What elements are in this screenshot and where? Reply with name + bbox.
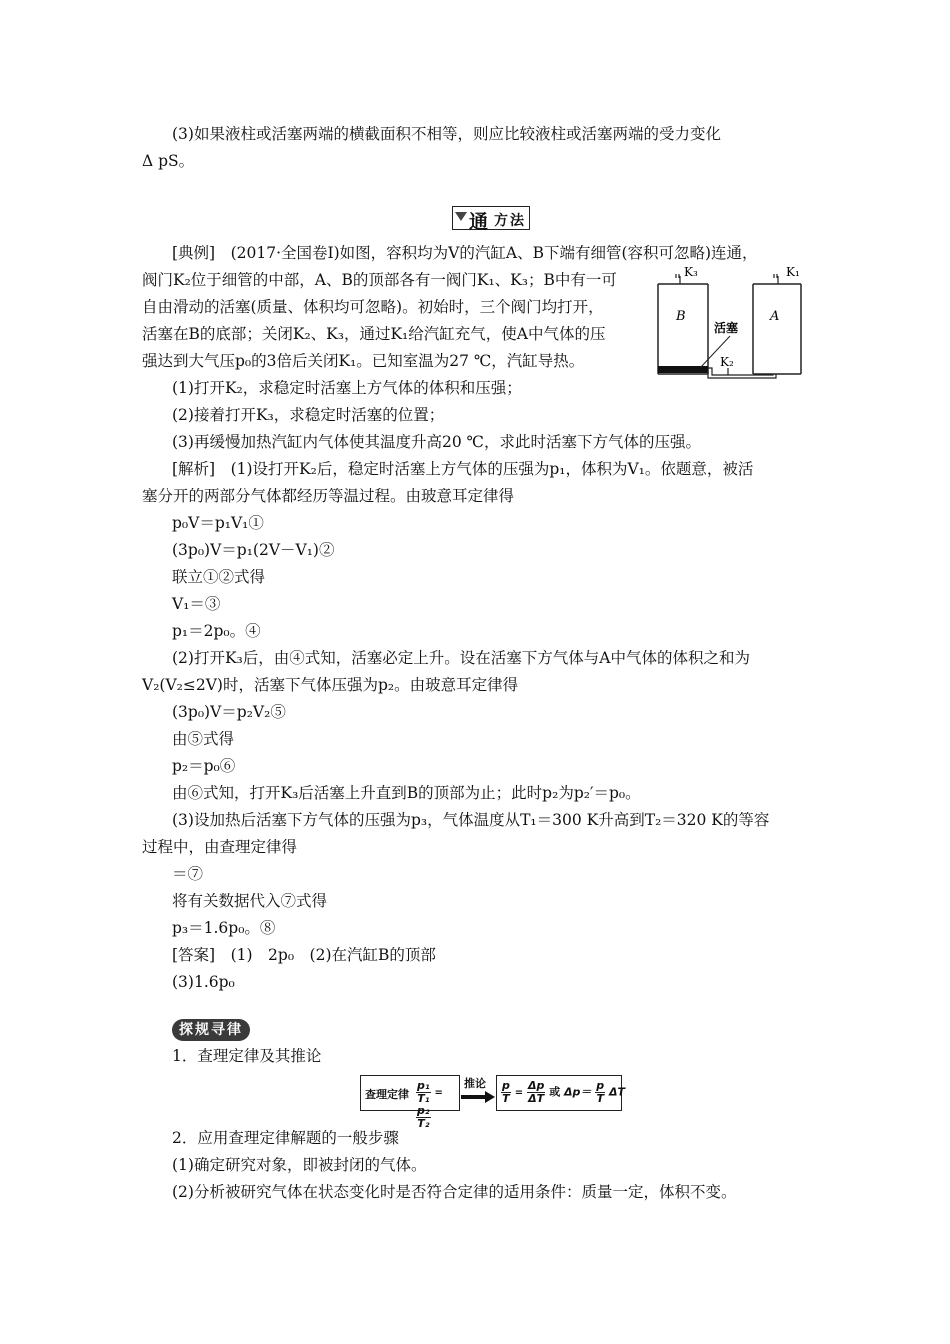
text-line: 塞分开的两部分气体都经历等温过程。由玻意耳定律得 xyxy=(142,487,515,505)
cylinder-b xyxy=(658,284,708,374)
k1-label: K₁ xyxy=(786,265,800,279)
text-line: 2．应用查理定律解题的一般步骤 xyxy=(172,1129,399,1147)
text-line: 过程中，由查理定律得 xyxy=(142,838,298,856)
text-line: 自由滑动的活塞(质量、体积均可忽略)。初始时，三个阀门均打开， xyxy=(142,298,604,316)
delta-p-eq: Δp＝ xyxy=(564,1085,592,1099)
text-line: 将有关数据代入⑦式得 xyxy=(172,892,328,910)
frac-den: T₂ xyxy=(417,1117,430,1130)
triangle-icon xyxy=(455,212,467,221)
formula-left-box xyxy=(360,1075,460,1130)
text-line: 由⑤式得 xyxy=(172,730,235,748)
text-line: (1)确定研究对象，即被封闭的气体。 xyxy=(172,1156,427,1174)
frac-den: T xyxy=(502,1092,510,1105)
frac-den: T₁ xyxy=(417,1092,430,1105)
text-line: [典例] (2017·全国卷Ⅰ)如图，容积均为V的汽缸A、B下端有细管(容积可忽略)连通， xyxy=(172,244,758,262)
delta-t-text: ΔT xyxy=(608,1085,626,1099)
frac-num: p₁ xyxy=(417,1079,430,1092)
text-line: [答案] (1) 2p₀ (2)在汽缸B的顶部 xyxy=(172,946,436,964)
text-line: ＝⑦ xyxy=(172,865,204,883)
frac-dp-dt xyxy=(527,1080,545,1105)
frac-p-t-2 xyxy=(595,1080,605,1105)
text-line: (3p₀)V＝p₂V₂⑤ xyxy=(172,703,286,721)
text-line: (3)1.6p₀ xyxy=(172,973,235,991)
text-line: (3)如果液柱或活塞两端的横截面积不相等，则应比较液柱或活塞两端的受力变化 xyxy=(172,125,721,143)
piston-label: 活塞 xyxy=(714,321,739,335)
text-line: V₂(V₂≤2V)时，活塞下气体压强为p₂。由玻意耳定律得 xyxy=(142,676,519,694)
text-line: 活塞在B的底部；关闭K₂、K₃，通过K₁给汽缸充气，使A中气体的压 xyxy=(142,325,606,343)
rule-tag: 探规寻律 xyxy=(172,1019,250,1041)
text-line: (2)分析被研究气体在状态变化时是否符合定律的适用条件：质量一定，体积不变。 xyxy=(172,1183,737,1201)
text-line: V₁＝③ xyxy=(172,595,221,613)
text-line: p₃＝1.6p₀。⑧ xyxy=(172,919,276,937)
frac-p1-t1 xyxy=(416,1080,431,1105)
text-line: (2)打开K₃后，由④式知，活塞必定上升。设在活塞下方气体与A中气体的体积之和为 xyxy=(172,649,750,667)
text-line: (1)打开K₂，求稳定时活塞上方气体的体积和压强； xyxy=(172,379,522,397)
valve-k3 xyxy=(676,274,680,284)
frac-p-t xyxy=(501,1080,511,1105)
text-line: 强达到大气压p₀的3倍后关闭K₁。已知室温为27 ℃，汽缸导热。 xyxy=(142,352,585,370)
text-line: (2)接着打开K₃，求稳定时活塞的位置； xyxy=(172,406,445,424)
text-line: (3)设加热后活塞下方气体的压强为p₃，气体温度从T₁＝300 K升高到T₂＝320 K的等容 xyxy=(172,811,770,829)
label-b: B xyxy=(676,309,686,324)
text-line: Δ pS。 xyxy=(142,152,195,170)
label-a: A xyxy=(770,309,780,324)
equals-sign: = xyxy=(514,1087,524,1099)
k2-label: K₂ xyxy=(720,355,734,369)
arrow-label: 推论 xyxy=(464,1077,486,1090)
frac-den: ΔT xyxy=(528,1092,545,1105)
connecting-tube xyxy=(708,368,776,378)
text-line: 1．查理定律及其推论 xyxy=(172,1047,322,1065)
charles-law-formula-box xyxy=(360,1075,626,1130)
cylinder-figure xyxy=(650,262,810,386)
cylinder-a xyxy=(753,284,801,374)
frac-num: Δp xyxy=(527,1079,545,1092)
k3-label: K₃ xyxy=(684,265,698,279)
text-line: 由⑥式知，打开K₃后活塞上升直到B的顶部为止；此时p₂为p₂′＝p₀。 xyxy=(172,784,641,802)
frac-p2-t2 xyxy=(416,1105,431,1130)
formula-corollary xyxy=(501,1080,625,1105)
frac-num: p xyxy=(596,1079,605,1092)
text-line: 阀门K₂位于细管的中部，A、B的顶部各有一阀门K₁、K₃；B中有一可 xyxy=(142,271,617,289)
frac-num: p xyxy=(502,1079,510,1092)
heading-sub-text: 方法 xyxy=(494,213,526,229)
heading-main-char: 通 xyxy=(469,211,489,233)
valve-k1 xyxy=(774,274,778,284)
text-line: 联立①②式得 xyxy=(172,568,266,586)
frac-den: T xyxy=(596,1092,604,1105)
text-line: p₀V＝p₁V₁① xyxy=(172,514,264,532)
frac-num: p₂ xyxy=(417,1104,430,1117)
text-line: [解析] (1)设打开K₂后，稳定时活塞上方气体的压强为p₁，体积为V₁。依题意，被活 xyxy=(172,460,754,478)
section-heading-badge xyxy=(452,206,530,232)
text-line: (3)再缓慢加热汽缸内气体使其温度升高20 ℃，求此时活塞下方气体的压强。 xyxy=(172,433,701,451)
text-line: p₂＝p₀⑥ xyxy=(172,757,236,775)
or-text: 或 xyxy=(549,1085,561,1099)
formula-ratio xyxy=(416,1080,459,1130)
equals-sign: = xyxy=(434,1087,443,1099)
text-line: (3p₀)V＝p₁(2V－V₁)② xyxy=(172,541,335,559)
arrow-icon xyxy=(461,1091,495,1103)
formula-left-label: 查理定律 xyxy=(365,1088,409,1101)
text-line: p₁＝2p₀。④ xyxy=(172,622,261,640)
formula-right-box xyxy=(496,1075,626,1111)
